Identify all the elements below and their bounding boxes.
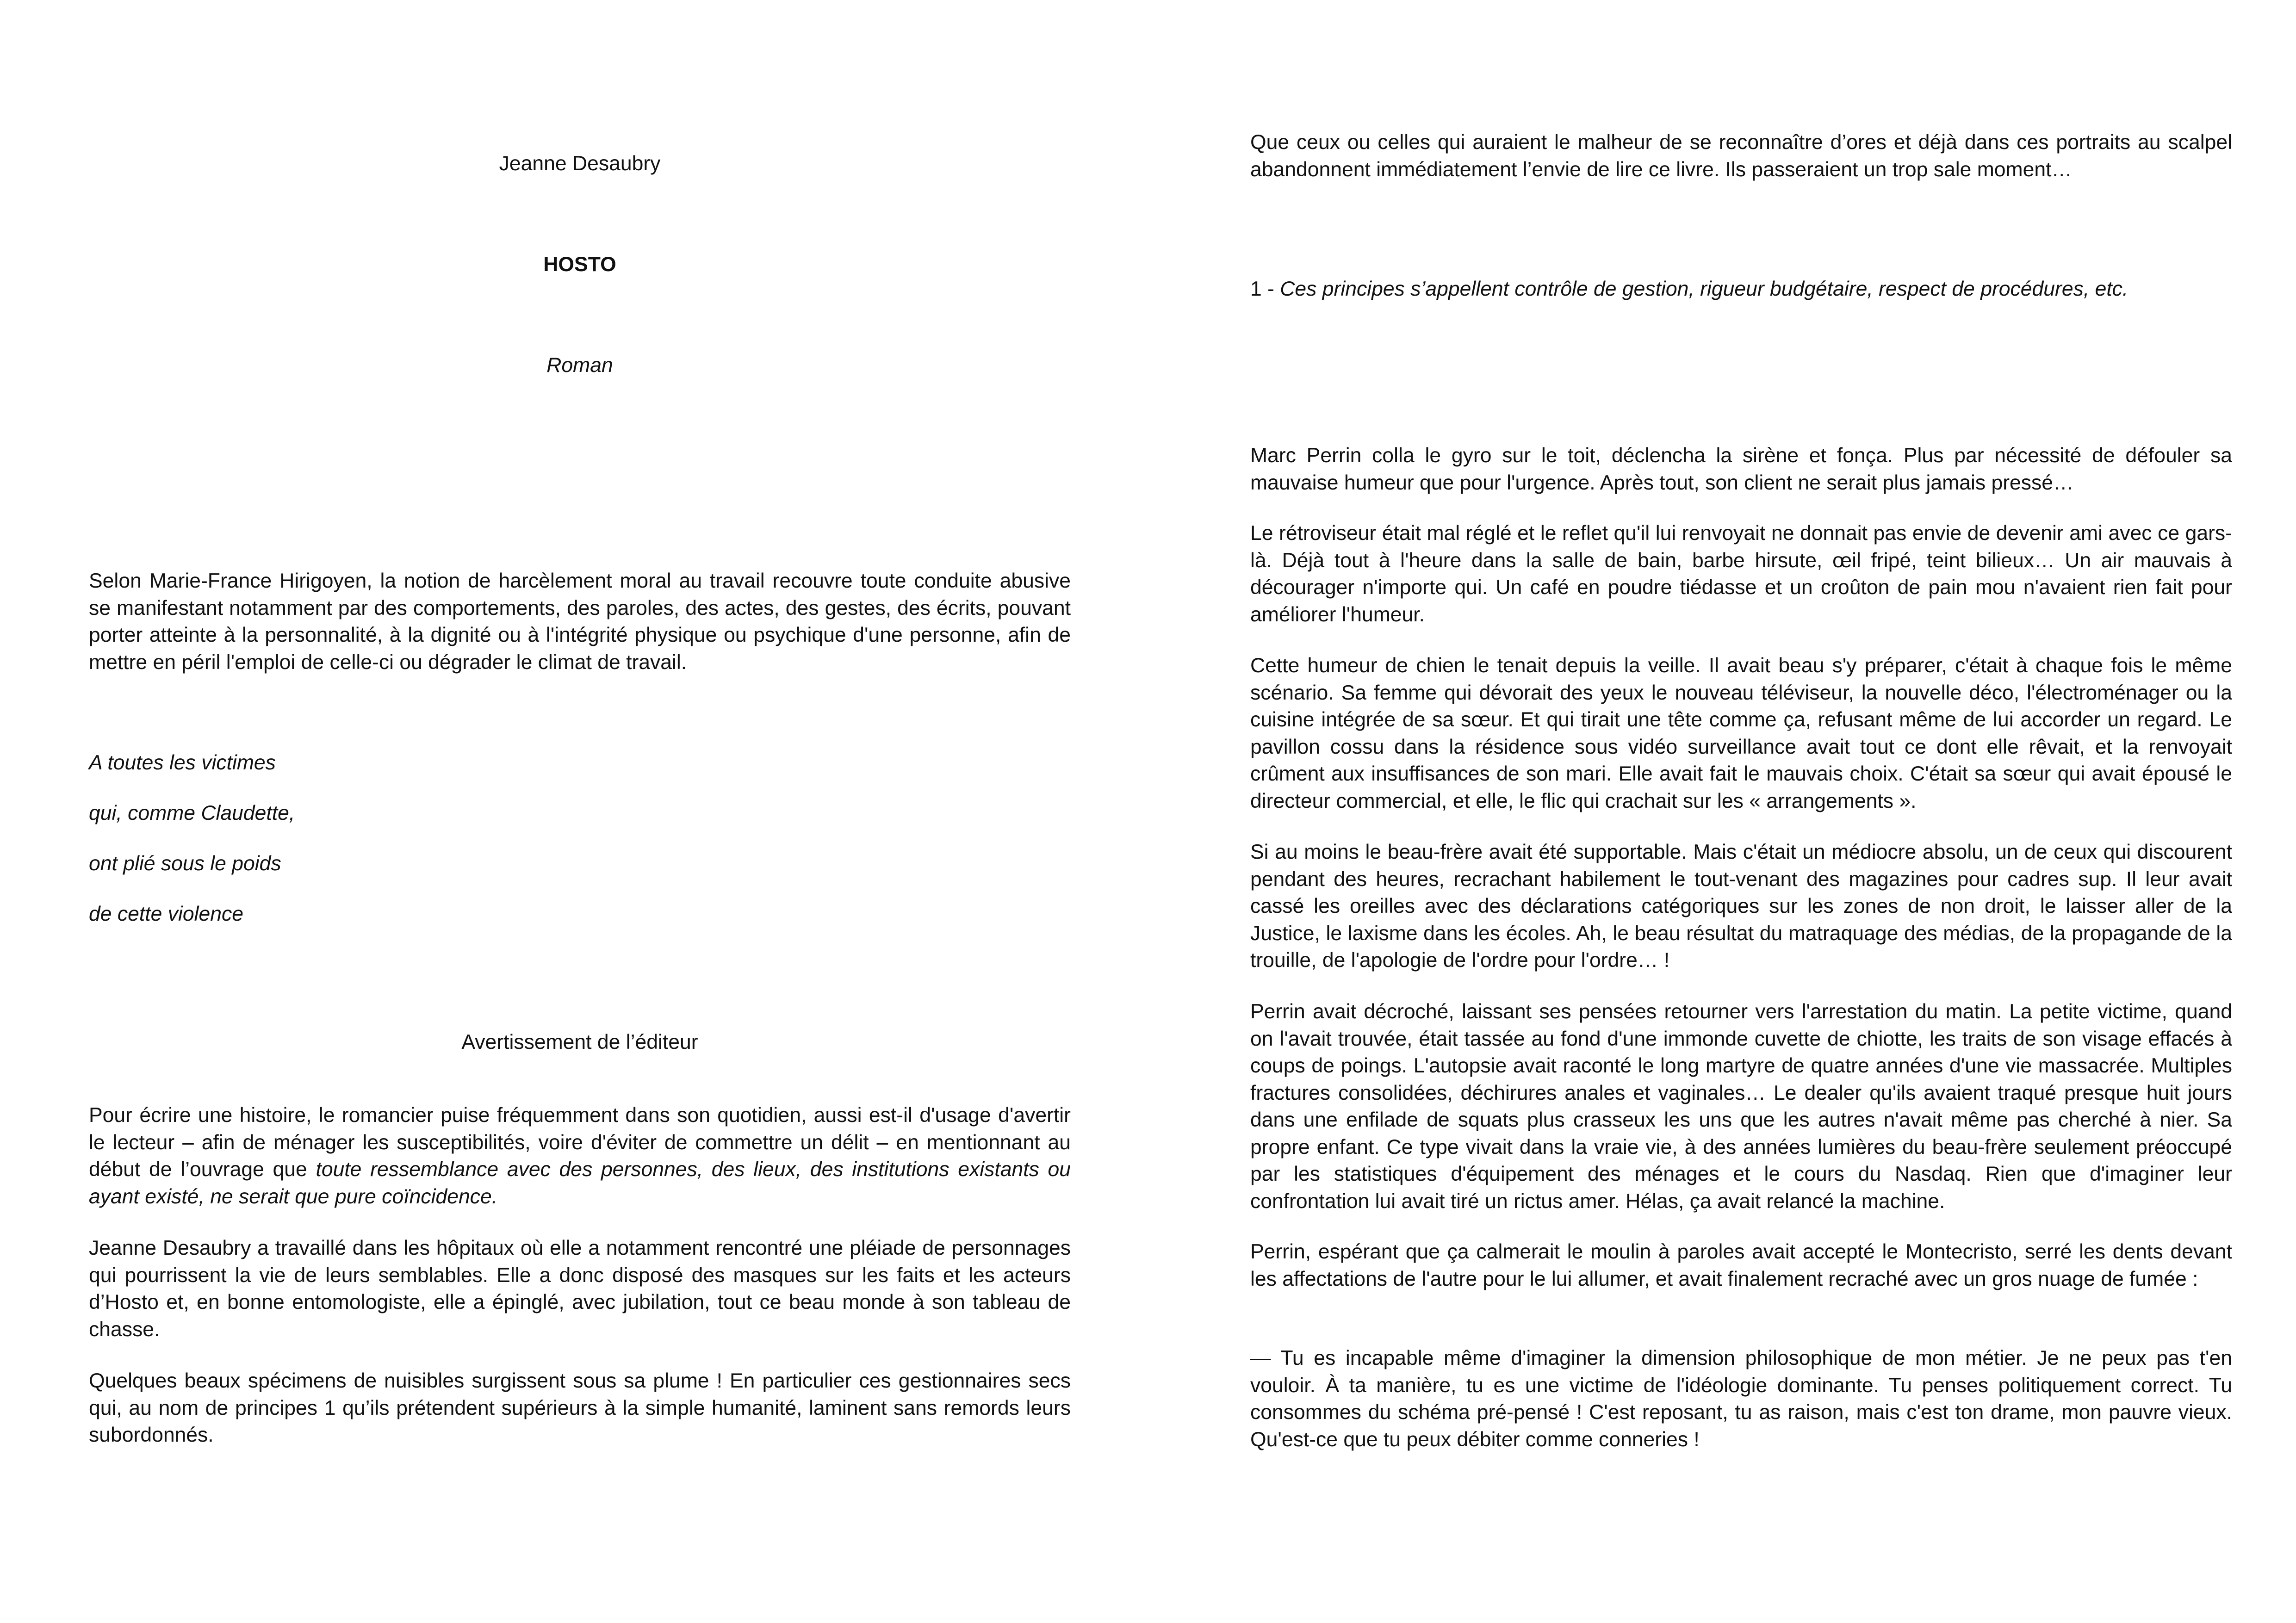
notice-paragraph: Jeanne Desaubry a travaillé dans les hôpitaux où elle a notamment rencontré une pléiade de personnages qui pourrissent la vie de leurs semblables. Elle a donc disposé des masques sur les faits et les acteurs d’Hosto et, en bonne entomologiste, elle a épinglé, avec jubilation, tout ce beau monde à son tableau de chasse. [89,1237,1071,1341]
story-paragraph: Si au moins le beau-frère avait été supportable. Mais c'était un médiocre absolu, un de ceux qui discourent pendant des heures, recrachant habilement le tout-venant des magazines pour cadres sup. Il leur avait cassé les oreilles avec des déclarations catégoriques sur les zones de non droit, le laisser aller de la Justice, le laxisme dans les écoles. Ah, le beau résultat du matraquage des médias, de la propagande de la trouille, de l'apologie de l'ordre pour l'ordre… ! [1250,841,2232,972]
dedication-line: A toutes les victimes [89,751,276,774]
notice-disclaimer: toute ressemblance avec des personnes, des lieux, des institutions existants ou ayant existé, ne serait que pure coïncidence. [89,1158,1071,1208]
story-paragraph: Perrin, espérant que ça calmerait le moulin à paroles avait accepté le Montecristo, serré les dents devant les affectations de l'autre pour le lui allumer, et avait finalement recraché avec un gros nuage de fumée : [1250,1240,2232,1290]
footnote-text: Ces principes s’appellent contrôle de gestion, rigueur budgétaire, respect de procédures, etc. [1280,278,2128,300]
warning-paragraph: Que ceux ou celles qui auraient le malheur de se reconnaître d’ores et déjà dans ces portraits au scalpel abandonnent immédiatement l’envie de lire ce livre. Ils passeraient un trop sale moment… [1250,131,2232,181]
notice-paragraph: Quelques beaux spécimens de nuisibles surgissent sous sa plume ! En particulier ces gestionnaires secs qui, au nom de principes 1 qu’ils prétendent supérieurs à la simple humanité, laminent sans remords leurs subordonnés. [89,1369,1071,1446]
right-page [1250,0,2232,1623]
dedication-line: ont plié sous le poids [89,852,281,875]
left-page [89,0,1071,1623]
story-paragraph: Marc Perrin colla le gyro sur le toit, déclencha la sirène et fonça. Plus par nécessité de défouler sa mauvaise humeur que pour l'urgence. Après tout, son client ne serait plus jamais pressé… [1250,444,2232,494]
story-paragraph: Perrin avait décroché, laissant ses pensées retourner vers l'arrestation du matin. La petite victime, quand on l'avait trouvée, était tassée au fond d'une immonde cuvette de chiotte, les traits de son visage effacés à coups de poings. L'autopsie avait raconté le long martyre de quatre années d'une vie massacrée. Multiples fractures consolidées, déchirures anales et vaginales… Le dealer qu'ils avaient traqué presque huit jours dans une enfilade de squats plus crasseux les uns que les autres n'avait même pas cherché à nier. Sa propre enfant. Ce type vivait dans la vraie vie, à des années lumières du beau-frère seulement préoccupé par les statistiques d'équipement des ménages et le cours du Nasdaq. Rien que d'imaginer leur confrontation lui avait tiré un rictus amer. Hélas, ça avait relancé la machine. [1250,1000,2232,1213]
notice-paragraph-text: Pour écrire une histoire, le romancier puise fréquemment dans son quotidien, aussi est-il d'usage d'avertir le lecteur – afin de ménager les susceptibilités, voire d'éviter de commettre un délit – en mentionnant au début de l’ouvrage que [89,1104,1071,1181]
footnote [1250,276,2232,303]
footnote-number: 1 - [1250,278,1280,300]
book-title: HOSTO [543,253,616,276]
dedication-line: qui, comme Claudette, [89,802,295,824]
story-paragraph: Cette humeur de chien le tenait depuis la veille. Il avait beau s'y préparer, c'était à chaque fois le même scénario. Sa femme qui dévorait des yeux le nouveau téléviseur, la nouvelle déco, l'électroménager ou la cuisine intégrée de sa sœur. Et qui tirait une tête comme ça, refusant même de lui accorder un regard. Le pavillon cossu dans la résidence sous vidéo surveillance avait tout ce dont elle rêvait, et la renvoyait crûment aux insuffisances de son mari. Elle avait fait le mauvais choix. C'était sa sœur qui avait épousé le directeur commercial, et elle, le flic qui crachait sur les « arrangements ». [1250,654,2232,812]
dedication-line: de cette violence [89,903,243,925]
epigraph: Selon Marie-France Hirigoyen, la notion de harcèlement moral au travail recouvre toute conduite abusive se manifestant notamment par des comportements, des paroles, des actes, des gestes, des écrits, pouvant porter atteinte à la personnalité, à la dignité ou à l'intégrité physique ou psychique d'une personne, afin de mettre en péril l'emploi de celle-ci ou dégrader le climat de travail. [89,570,1071,674]
story-paragraph: — Tu es incapable même d'imaginer la dimension philosophique de mon métier. Je ne peux pas t'en vouloir. À ta manière, tu es une victime de l'idéologie dominante. Tu penses politiquement correct. Tu consommes du schéma pré-pensé ! C'est reposant, tu as raison, mais c'est ton drame, mon pauvre vieux. Qu'est-ce que tu peux débiter comme conneries ! [1250,1347,2232,1451]
notice-title: Avertissement de l’éditeur [461,1031,698,1053]
book-genre: Roman [546,354,613,377]
author-name: Jeanne Desaubry [499,152,661,175]
notice-paragraph [89,1102,1071,1210]
story-paragraph: Le rétroviseur était mal réglé et le reflet qu'il lui renvoyait ne donnait pas envie de devenir ami avec ce gars-là. Déjà tout à l'heure dans la salle de bain, barbe hirsute, œil fripé, teint bilieux… Un air mauvais à décourager n'importe qui. Un café en poudre tiédasse et un croûton de pain mou n'avaient rien fait pour améliorer l'humeur. [1250,522,2232,626]
